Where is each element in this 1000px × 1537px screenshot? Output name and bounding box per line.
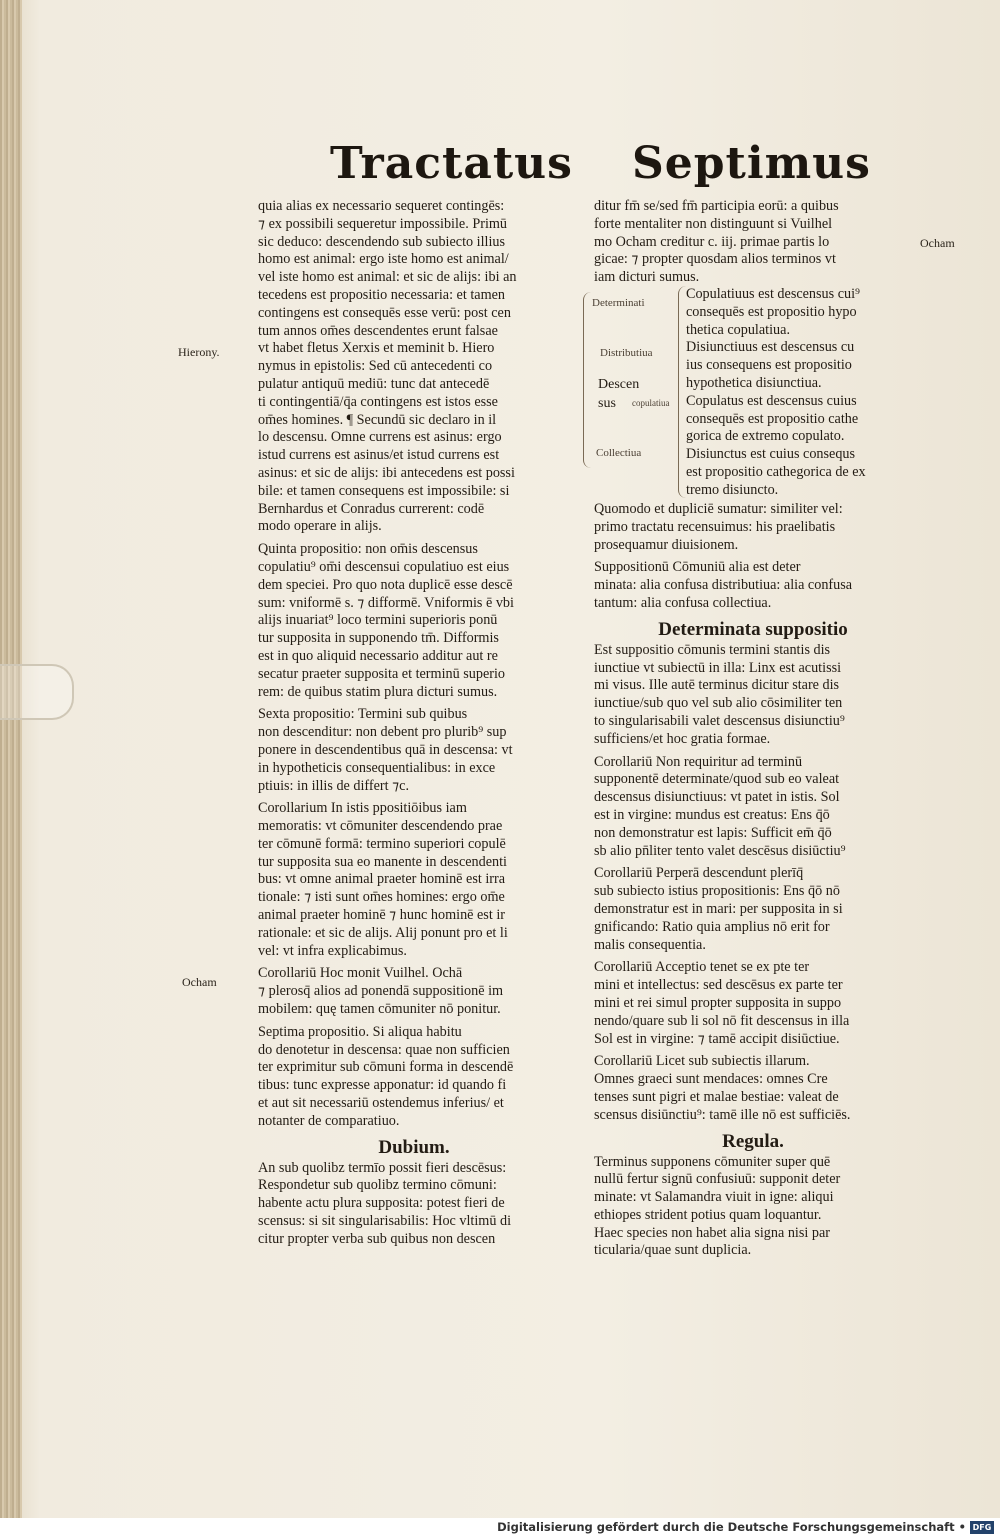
- text-line: tenses sunt pigri et malae bestiae: valeat de: [594, 1088, 839, 1105]
- text-line: iunctiue/sub quo vel sub alio cōsimiliter ten: [594, 695, 843, 712]
- text-line: forte mentaliter non distinguunt si Vuilhel: [594, 215, 833, 232]
- text-line: mi visus. Ille autē terminus dicitur stare dis: [594, 677, 840, 694]
- text-line: ti contingentiā/q̄a contingens est istos esse: [258, 393, 498, 410]
- text-line: Quinta propositio: non om̄is descensus: [258, 541, 478, 558]
- text-line: Sexta propositio: Termini sub quibus: [258, 706, 468, 723]
- gloss-distributiua: Distributiua: [600, 347, 653, 359]
- right-column-rest: [594, 501, 912, 1260]
- text-line: scensus disiūnctiu⁹: tamē ille nō est sufficiēs.: [594, 1106, 851, 1123]
- text-line: Sol est in virgine: ⁊ tamē accipit disiūctiue.: [594, 1030, 840, 1047]
- text-line: sub subiecto istius propositionis: Ens q̄ō nō: [594, 883, 840, 900]
- text-line: malis consequentia.: [594, 936, 706, 953]
- text-line: nendo/quare sub li sol nō fit descensus in illa: [594, 1012, 850, 1029]
- text-line: Corollarium In istis ppositiōibus iam: [258, 800, 467, 817]
- bookmark-tab: [0, 664, 74, 720]
- text-line: Omnes graeci sunt mendaces: omnes Cre: [594, 1071, 828, 1088]
- text-line: Determinata suppositio: [658, 618, 848, 640]
- text-line: asinus: et sic de alijs: ibi antecedens est possi: [258, 464, 515, 481]
- margin-note-ocham-left: Ocham: [182, 975, 217, 989]
- text-line: Corollariū Acceptio tenet se ex pte ter: [594, 959, 810, 976]
- text-line: to singularisabili valet descensus disiunctiu⁹: [594, 712, 845, 729]
- text-line: Corollariū Licet sub subiectis illarum.: [594, 1053, 810, 1070]
- text-line: copulatiu⁹ om̄i descensui copulatiuo est eius: [258, 558, 510, 575]
- text-line: prosequamur diuisionem.: [594, 536, 739, 553]
- text-line: rem: de quibus statim plura dicturi sumus.: [258, 683, 498, 700]
- text-line: Copulatiuus est descensus cui⁹: [686, 286, 860, 302]
- text-line: homo est animal: ergo iste homo est animal/: [258, 251, 509, 268]
- text-line: mo Ocham creditur c. iij. primae partis lo: [594, 233, 830, 250]
- text-line: memoratis: vt cōmuniter descendendo prae: [258, 818, 503, 835]
- text-line: ⁊ ex possibili sequeretur impossibile. Primū: [258, 215, 508, 232]
- gloss-determinati: Determinati: [592, 297, 645, 309]
- text-line: mini et rei simul propter supposita in suppo: [594, 994, 842, 1011]
- text-line: ter cōmunē formā: termino superiori copulē: [258, 835, 506, 852]
- text-line: rationale: et sic de alijs. Alij ponunt pro et li: [258, 924, 508, 941]
- text-line: supponentē determinate/quod sub eo valeat: [594, 771, 840, 788]
- text-line: nullū fertur signū confusiuū: supponit deter: [594, 1171, 841, 1188]
- text-line: tum annos om̄es descendentes erunt falsae: [258, 322, 498, 339]
- text-line: ditur fm̄ se/sed fm̄ participia eorū: a quibus: [594, 198, 839, 214]
- text-line: sum: vniformē s. ⁊ difformē. Vniformis ē vbi: [258, 594, 514, 611]
- text-line: istud currens est asinus/et istud currens est: [258, 447, 500, 464]
- text-line: secatur praeter supposita et terminū superio: [258, 665, 506, 682]
- right-column-top: [594, 198, 912, 287]
- text-line: notanter de comparatiuo.: [258, 1112, 400, 1129]
- text-line: Corollariū Non requiritur ad terminū: [594, 753, 803, 770]
- text-line: Suppositionū Cōmuniū alia est deter: [594, 559, 801, 576]
- text-line: Dubium.: [378, 1136, 450, 1158]
- gloss-collectiua: Collectiua: [596, 447, 642, 459]
- text-line: ius consequens est propositio: [686, 357, 852, 374]
- text-line: Corollariū Hoc monit Vuilhel. Ochā: [258, 965, 463, 982]
- text-line: non demonstratur est lapis: Sufficit em̄ q̄ō: [594, 824, 832, 841]
- text-line: tremo disiuncto.: [686, 481, 779, 498]
- text-line: Disiunctiuus est descensus cu: [686, 339, 855, 356]
- text-line: gorica de extremo copulato.: [686, 428, 845, 445]
- text-line: Quomodo et dupliciē sumatur: similiter vel:: [594, 501, 843, 517]
- text-line: habente actu plura supposita: potest fieri de: [258, 1195, 505, 1212]
- text-line: bus: vt omne animal praeter hominē est irra: [258, 871, 506, 888]
- text-line: Septima propositio. Si aliqua habitu: [258, 1023, 462, 1040]
- text-line: gnificando: Ratio quia amplius nō erit for: [594, 918, 830, 935]
- text-line: Regula.: [722, 1130, 784, 1152]
- text-line: tibus: tunc expresse apponatur: id quando fi: [258, 1077, 507, 1094]
- text-line: nymus in epistolis: Sed cū antecedenti co: [258, 358, 493, 375]
- text-line: quia alias ex necessario sequeret contingēs:: [258, 198, 505, 214]
- text-line: sb alio pn̄liter tento valet descēsus disiūctiu⁹: [594, 842, 846, 859]
- text-line: minate: vt Salamandra viuit in igne: aliqui: [594, 1189, 834, 1206]
- text-line: citur propter verba sub quibus non descen: [258, 1230, 496, 1247]
- text-line: scensus: si sit singularisabilis: Hoc vltimū di: [258, 1213, 512, 1230]
- text-line: est in virgine: mundus est creatus: Ens q̄ō: [594, 806, 830, 823]
- margin-note-ocham-right: Ocham: [920, 236, 955, 250]
- header-right: Septimus: [632, 138, 871, 189]
- margin-note-hieronymus: Hierony.: [178, 345, 220, 359]
- text-line: modo operare in alijs.: [258, 518, 382, 535]
- text-line: gicae: ⁊ propter quosdam alios terminos vt: [594, 251, 836, 268]
- text-line: tecedens est propositio necessaria: et tamen: [258, 286, 506, 303]
- text-line: sufficiens/et hoc gratia formae.: [594, 730, 771, 747]
- left-column: [258, 198, 570, 1249]
- footer-credit: Digitalisierung gefördert durch die Deutsche Forschungsgemeinschaft •: [497, 1520, 966, 1534]
- text-line: et aut sit necessariū ostendemus inferius/ et: [258, 1095, 504, 1112]
- text-line: thetica copulatiua.: [686, 321, 790, 338]
- text-line: tur supposita in supponendo tm̄. Difformis: [258, 630, 499, 647]
- footer-bar: [0, 1518, 1000, 1537]
- right-bracket-definitions: [686, 286, 912, 500]
- text-line: descensus disiunctiuus: vt patet in istis. Sol: [594, 789, 840, 806]
- text-line: mobilem: quę tamen cōmuniter nō ponitur.: [258, 1001, 501, 1018]
- text-line: est in quo aliquid necessario additur aut re: [258, 647, 498, 664]
- text-line: lo descensu. Omne currens est asinus: ergo: [258, 429, 502, 446]
- text-line: iam dicturi sumus.: [594, 269, 700, 286]
- text-line: vel iste homo est animal: et sic de alijs: ibi an: [258, 269, 517, 286]
- text-line: Respondetur sub quolibz termino cōmuni:: [258, 1177, 497, 1194]
- text-line: iunctiue vt subiectū in illa: Linx est acutissi: [594, 659, 842, 676]
- text-line: tur supposita sua eo manente in descendenti: [258, 853, 508, 870]
- text-line: ticularia/quae sunt duplicia.: [594, 1242, 752, 1259]
- header-left: Tractatus: [330, 138, 573, 189]
- text-line: bile: et tamen consequens est impossibile: si: [258, 482, 510, 499]
- text-line: An sub quolibz termīo possit fieri descēsus:: [258, 1159, 507, 1176]
- text-line: om̄es homines. ¶ Secundū sic declaro in il: [258, 411, 497, 428]
- text-line: ptiuis: in illis de differt ⁊c.: [258, 777, 410, 794]
- text-line: consequēs est propositio cathe: [686, 410, 859, 427]
- text-line: ter exprimitur sub cōmuni forma in descendē: [258, 1059, 514, 1076]
- text-line: in hypotheticis consequentialibus: in exce: [258, 759, 496, 776]
- dfg-logo: DFG: [970, 1521, 994, 1534]
- text-line: hypothetica disiunctiua.: [686, 374, 822, 391]
- text-line: ethiopes strident potius quam loquantur.: [594, 1206, 822, 1223]
- text-line: non descenditur: non debent pro plurib⁹ sup: [258, 724, 507, 741]
- text-line: alijs inuariat⁹ loco termini superioris ponū: [258, 612, 498, 629]
- text-line: do denotetur in descensa: quae non sufficien: [258, 1041, 510, 1058]
- text-line: Bernhardus et Conradus currerent: codē: [258, 500, 485, 517]
- gloss-descen: Descen: [598, 377, 640, 392]
- text-line: Haec species non habet alia signa nisi par: [594, 1224, 830, 1241]
- text-line: tantum: alia confusa collectiua.: [594, 594, 772, 611]
- text-line: Disiunctus est cuius consequs: [686, 446, 856, 463]
- text-line: ⁊ plerosq̄ alios ad ponendā suppositionē im: [258, 983, 504, 1000]
- text-line: ponere in descendentibus quā in descensa: vt: [258, 741, 513, 758]
- text-line: minata: alia confusa distributiua: alia confusa: [594, 577, 853, 594]
- text-line: demonstratur est in mari: per supposita in si: [594, 900, 843, 917]
- gloss-copulatiua: copulatiua: [632, 398, 670, 408]
- text-line: Corollariū Perperā descendunt plerīq̄: [594, 865, 804, 882]
- text-line: pulatur antiquū mediū: tunc dat antecedē: [258, 375, 490, 392]
- text-line: tionale: ⁊ isti sunt om̄es homines: ergo om̄e: [258, 889, 505, 906]
- text-line: primo tractatu recensuimus: his praelibatis: [594, 518, 836, 535]
- gloss-sus: sus: [598, 396, 616, 411]
- text-line: dem speciei. Pro quo nota duplicē esse descē: [258, 576, 513, 593]
- text-line: animal praeter hominē ⁊ hunc hominē est ir: [258, 907, 505, 924]
- text-line: vt habet fletus Xerxis et meminit b. Hiero: [258, 340, 495, 357]
- text-line: Terminus supponens cōmuniter super quē: [594, 1153, 831, 1170]
- text-line: Est suppositio cōmunis termini stantis dis: [594, 641, 831, 658]
- text-line: vel: vt infra explicabimus.: [258, 942, 407, 959]
- text-line: mini et intellectus: sed descēsus ex parte ter: [594, 977, 843, 994]
- page-edges: [0, 0, 22, 1518]
- text-line: Copulatus est descensus cuius: [686, 392, 857, 409]
- text-line: contingens est consequēs esse verū: post cen: [258, 304, 511, 321]
- text-line: sic deduco: descendendo sub subiecto illius: [258, 233, 506, 250]
- text-line: est propositio cathegorica de ex: [686, 463, 866, 480]
- division-brace-left: [583, 292, 592, 468]
- text-line: consequēs est propositio hypo: [686, 303, 857, 320]
